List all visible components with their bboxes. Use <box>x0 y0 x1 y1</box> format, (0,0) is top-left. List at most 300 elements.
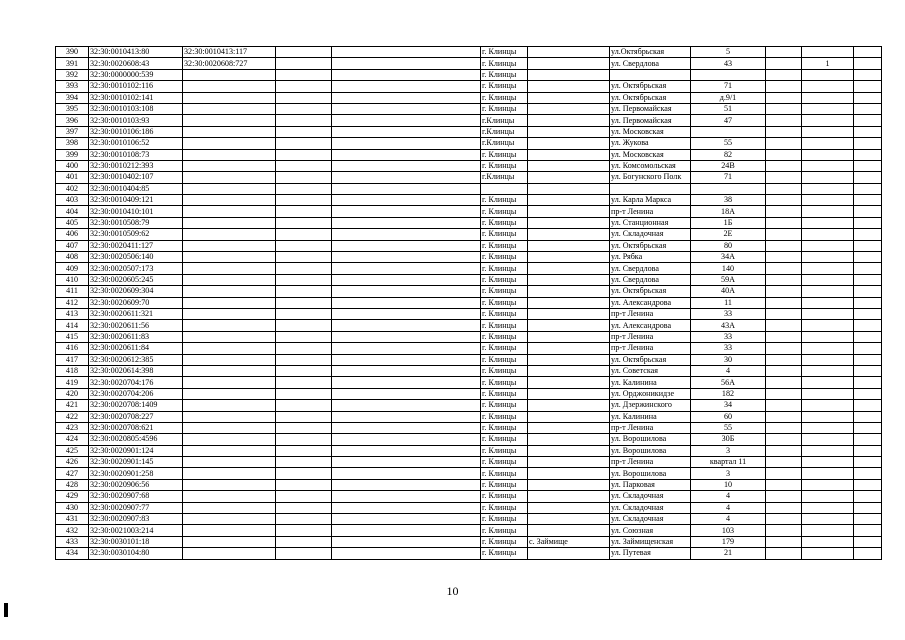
locality-cell <box>528 457 610 468</box>
related-cadastral-number-cell <box>183 502 276 513</box>
cadastral-number-cell: 32:30:0010102:141 <box>89 92 183 103</box>
related-cadastral-number-cell <box>183 400 276 411</box>
table-row <box>56 377 882 388</box>
locality-cell <box>528 422 610 433</box>
related-cadastral-number-cell <box>183 297 276 308</box>
row-number-cell: 414 <box>56 320 89 331</box>
blank-cell <box>332 217 481 228</box>
cadastral-table <box>55 46 882 560</box>
cadastral-number-cell: 32:30:0020901:145 <box>89 457 183 468</box>
row-number-cell: 431 <box>56 514 89 525</box>
house-number-cell: 3 <box>691 445 766 456</box>
blank-cell <box>766 434 802 445</box>
blank-cell <box>854 400 882 411</box>
cadastral-number-cell: 32:30:0020605:245 <box>89 274 183 285</box>
house-number-cell: 55 <box>691 138 766 149</box>
blank-cell <box>276 320 332 331</box>
street-cell: ул. Александрова <box>610 297 691 308</box>
house-number-cell: 82 <box>691 149 766 160</box>
street-cell: ул. Путевая <box>610 548 691 559</box>
blank-cell <box>854 422 882 433</box>
count-cell <box>802 457 854 468</box>
blank-cell <box>332 434 481 445</box>
blank-cell <box>276 286 332 297</box>
blank-cell <box>332 445 481 456</box>
blank-cell <box>854 525 882 536</box>
table-row <box>56 149 882 160</box>
related-cadastral-number-cell <box>183 172 276 183</box>
city-cell: г. Клинцы <box>481 308 528 319</box>
table-row <box>56 252 882 263</box>
locality-cell <box>528 172 610 183</box>
table-row <box>56 434 882 445</box>
street-cell: ул. Складочная <box>610 502 691 513</box>
related-cadastral-number-cell <box>183 286 276 297</box>
blank-cell <box>332 388 481 399</box>
blank-cell <box>276 217 332 228</box>
row-number-cell: 402 <box>56 183 89 194</box>
locality-cell <box>528 126 610 137</box>
row-number-cell: 422 <box>56 411 89 422</box>
blank-cell <box>332 468 481 479</box>
blank-cell <box>332 514 481 525</box>
blank-cell <box>854 126 882 137</box>
table-row <box>56 491 882 502</box>
blank-cell <box>332 126 481 137</box>
locality-cell <box>528 548 610 559</box>
table-row <box>56 445 882 456</box>
house-number-cell: 55 <box>691 422 766 433</box>
cadastral-number-cell: 32:30:0020805:4596 <box>89 434 183 445</box>
locality-cell <box>528 468 610 479</box>
related-cadastral-number-cell <box>183 229 276 240</box>
blank-cell <box>276 525 332 536</box>
cadastral-number-cell: 32:30:0010402:107 <box>89 172 183 183</box>
blank-cell <box>854 320 882 331</box>
row-number-cell: 420 <box>56 388 89 399</box>
cadastral-number-cell: 32:30:0020906:56 <box>89 479 183 490</box>
city-cell: г. Клинцы <box>481 229 528 240</box>
table-row <box>56 263 882 274</box>
row-number-cell: 405 <box>56 217 89 228</box>
blank-cell <box>332 229 481 240</box>
cadastral-number-cell: 32:30:0010102:116 <box>89 81 183 92</box>
blank-cell <box>854 263 882 274</box>
locality-cell <box>528 525 610 536</box>
row-number-cell: 428 <box>56 479 89 490</box>
row-number-cell: 413 <box>56 308 89 319</box>
blank-cell <box>276 58 332 69</box>
locality-cell <box>528 69 610 80</box>
blank-cell <box>276 354 332 365</box>
blank-cell <box>332 103 481 114</box>
street-cell: ул. Свердлова <box>610 58 691 69</box>
blank-cell <box>854 274 882 285</box>
street-cell: пр-т Ленина <box>610 331 691 342</box>
blank-cell <box>332 81 481 92</box>
locality-cell <box>528 115 610 126</box>
locality-cell <box>528 491 610 502</box>
blank-cell <box>276 195 332 206</box>
house-number-cell: 4 <box>691 514 766 525</box>
row-number-cell: 425 <box>56 445 89 456</box>
count-cell <box>802 422 854 433</box>
count-cell <box>802 47 854 58</box>
blank-cell <box>332 331 481 342</box>
blank-cell <box>332 240 481 251</box>
row-number-cell: 398 <box>56 138 89 149</box>
street-cell: ул. Калинина <box>610 411 691 422</box>
blank-cell <box>766 491 802 502</box>
locality-cell <box>528 514 610 525</box>
blank-cell <box>766 468 802 479</box>
count-cell <box>802 297 854 308</box>
blank-cell <box>332 172 481 183</box>
related-cadastral-number-cell <box>183 457 276 468</box>
count-cell <box>802 92 854 103</box>
blank-cell <box>766 502 802 513</box>
blank-cell <box>766 115 802 126</box>
blank-cell <box>854 92 882 103</box>
cadastral-number-cell: 32:30:0030104:80 <box>89 548 183 559</box>
street-cell: ул. Первомайская <box>610 115 691 126</box>
blank-cell <box>854 58 882 69</box>
related-cadastral-number-cell <box>183 479 276 490</box>
blank-cell <box>854 160 882 171</box>
scan-edge-mark <box>4 603 8 617</box>
blank-cell <box>332 69 481 80</box>
street-cell: ул. Октябрьская <box>610 286 691 297</box>
blank-cell <box>854 47 882 58</box>
blank-cell <box>332 457 481 468</box>
blank-cell <box>276 229 332 240</box>
related-cadastral-number-cell <box>183 320 276 331</box>
count-cell <box>802 434 854 445</box>
city-cell: г. Клинцы <box>481 388 528 399</box>
related-cadastral-number-cell <box>183 195 276 206</box>
street-cell: ул. Ворошилова <box>610 468 691 479</box>
blank-cell <box>766 525 802 536</box>
related-cadastral-number-cell <box>183 160 276 171</box>
city-cell: г. Клинцы <box>481 274 528 285</box>
cadastral-number-cell: 32:30:0020612:385 <box>89 354 183 365</box>
count-cell <box>802 160 854 171</box>
cadastral-number-cell: 32:30:0010409:121 <box>89 195 183 206</box>
city-cell: г. Клинцы <box>481 47 528 58</box>
row-number-cell: 412 <box>56 297 89 308</box>
page-number: 10 <box>446 584 459 598</box>
blank-cell <box>766 286 802 297</box>
blank-cell <box>766 58 802 69</box>
blank-cell <box>854 115 882 126</box>
blank-cell <box>766 422 802 433</box>
blank-cell <box>854 240 882 251</box>
table-row <box>56 525 882 536</box>
blank-cell <box>276 126 332 137</box>
city-cell: г. Клинцы <box>481 217 528 228</box>
house-number-cell: 10 <box>691 479 766 490</box>
blank-cell <box>854 411 882 422</box>
blank-cell <box>766 69 802 80</box>
row-number-cell: 400 <box>56 160 89 171</box>
city-cell: г. Клинцы <box>481 365 528 376</box>
related-cadastral-number-cell <box>183 525 276 536</box>
blank-cell <box>766 388 802 399</box>
count-cell <box>802 149 854 160</box>
blank-cell <box>854 172 882 183</box>
blank-cell <box>854 229 882 240</box>
blank-cell <box>854 457 882 468</box>
cadastral-number-cell: 32:30:0020708:1409 <box>89 400 183 411</box>
street-cell: пр-т Ленина <box>610 343 691 354</box>
blank-cell <box>766 240 802 251</box>
city-cell: г. Клинцы <box>481 525 528 536</box>
count-cell <box>802 377 854 388</box>
house-number-cell: 21 <box>691 548 766 559</box>
locality-cell <box>528 365 610 376</box>
table-row <box>56 548 882 559</box>
street-cell: ул.Октябрьская <box>610 47 691 58</box>
blank-cell <box>332 491 481 502</box>
table-row <box>56 195 882 206</box>
cadastral-number-cell: 32:30:0010413:80 <box>89 47 183 58</box>
blank-cell <box>332 354 481 365</box>
blank-cell <box>854 514 882 525</box>
street-cell: ул. Свердлова <box>610 274 691 285</box>
blank-cell <box>276 274 332 285</box>
cadastral-number-cell: 32:30:0020411:127 <box>89 240 183 251</box>
row-number-cell: 407 <box>56 240 89 251</box>
cadastral-number-cell: 32:30:0010509:62 <box>89 229 183 240</box>
related-cadastral-number-cell <box>183 411 276 422</box>
related-cadastral-number-cell <box>183 388 276 399</box>
street-cell <box>610 183 691 194</box>
city-cell: г. Клинцы <box>481 457 528 468</box>
city-cell: г. Клинцы <box>481 400 528 411</box>
row-number-cell: 396 <box>56 115 89 126</box>
city-cell: г. Клинцы <box>481 445 528 456</box>
street-cell: ул. Комсомольская <box>610 160 691 171</box>
table-row <box>56 172 882 183</box>
city-cell: г. Клинцы <box>481 92 528 103</box>
locality-cell <box>528 354 610 365</box>
blank-cell <box>766 377 802 388</box>
blank-cell <box>854 445 882 456</box>
blank-cell <box>276 343 332 354</box>
street-cell: ул. Складочная <box>610 491 691 502</box>
row-number-cell: 434 <box>56 548 89 559</box>
blank-cell <box>766 126 802 137</box>
locality-cell <box>528 217 610 228</box>
blank-cell <box>332 58 481 69</box>
street-cell: пр-т Ленина <box>610 308 691 319</box>
row-number-cell: 395 <box>56 103 89 114</box>
house-number-cell: 2Е <box>691 229 766 240</box>
row-number-cell: 391 <box>56 58 89 69</box>
blank-cell <box>854 149 882 160</box>
blank-cell <box>276 81 332 92</box>
cadastral-number-cell: 32:30:0021003:214 <box>89 525 183 536</box>
row-number-cell: 409 <box>56 263 89 274</box>
house-number-cell: 40А <box>691 286 766 297</box>
blank-cell <box>276 331 332 342</box>
city-cell: г. Клинцы <box>481 149 528 160</box>
city-cell: г. Клинцы <box>481 479 528 490</box>
cadastral-number-cell: 32:30:0020611:56 <box>89 320 183 331</box>
row-number-cell: 401 <box>56 172 89 183</box>
row-number-cell: 415 <box>56 331 89 342</box>
blank-cell <box>854 468 882 479</box>
city-cell <box>481 183 528 194</box>
cadastral-number-cell: 32:30:0020611:84 <box>89 343 183 354</box>
blank-cell <box>766 103 802 114</box>
related-cadastral-number-cell <box>183 274 276 285</box>
table-row <box>56 365 882 376</box>
street-cell: ул. Карла Маркса <box>610 195 691 206</box>
street-cell: ул. Октябрьская <box>610 354 691 365</box>
blank-cell <box>766 320 802 331</box>
count-cell <box>802 229 854 240</box>
blank-cell <box>276 92 332 103</box>
house-number-cell: 59А <box>691 274 766 285</box>
related-cadastral-number-cell <box>183 240 276 251</box>
blank-cell <box>854 286 882 297</box>
blank-cell <box>854 69 882 80</box>
house-number-cell: д.9/1 <box>691 92 766 103</box>
blank-cell <box>276 548 332 559</box>
locality-cell <box>528 160 610 171</box>
cadastral-number-cell: 32:30:0020506:140 <box>89 252 183 263</box>
blank-cell <box>766 172 802 183</box>
blank-cell <box>276 411 332 422</box>
blank-cell <box>332 160 481 171</box>
table-row <box>56 69 882 80</box>
house-number-cell <box>691 126 766 137</box>
count-cell <box>802 365 854 376</box>
locality-cell <box>528 297 610 308</box>
related-cadastral-number-cell <box>183 263 276 274</box>
house-number-cell: 24В <box>691 160 766 171</box>
row-number-cell: 418 <box>56 365 89 376</box>
blank-cell <box>276 502 332 513</box>
locality-cell <box>528 445 610 456</box>
cadastral-number-cell: 32:30:0010106:52 <box>89 138 183 149</box>
locality-cell <box>528 263 610 274</box>
blank-cell <box>766 149 802 160</box>
count-cell <box>802 514 854 525</box>
house-number-cell: 182 <box>691 388 766 399</box>
cadastral-number-cell: 32:30:0010106:186 <box>89 126 183 137</box>
blank-cell <box>332 536 481 547</box>
blank-cell <box>276 297 332 308</box>
blank-cell <box>276 479 332 490</box>
table-row <box>56 160 882 171</box>
count-cell <box>802 183 854 194</box>
row-number-cell: 408 <box>56 252 89 263</box>
locality-cell <box>528 343 610 354</box>
locality-cell <box>528 434 610 445</box>
locality-cell <box>528 195 610 206</box>
blank-cell <box>854 252 882 263</box>
blank-cell <box>276 365 332 376</box>
blank-cell <box>766 274 802 285</box>
house-number-cell: 80 <box>691 240 766 251</box>
related-cadastral-number-cell <box>183 343 276 354</box>
related-cadastral-number-cell <box>183 149 276 160</box>
row-number-cell: 430 <box>56 502 89 513</box>
locality-cell <box>528 206 610 217</box>
blank-cell <box>766 308 802 319</box>
cadastral-number-cell: 32:30:0020907:77 <box>89 502 183 513</box>
blank-cell <box>332 286 481 297</box>
street-cell: ул. Рябка <box>610 252 691 263</box>
blank-cell <box>332 138 481 149</box>
house-number-cell: 1Б <box>691 217 766 228</box>
row-number-cell: 429 <box>56 491 89 502</box>
related-cadastral-number-cell <box>183 445 276 456</box>
blank-cell <box>854 81 882 92</box>
table-row <box>56 138 882 149</box>
blank-cell <box>276 172 332 183</box>
street-cell: ул. Складочная <box>610 229 691 240</box>
city-cell: г. Клинцы <box>481 422 528 433</box>
street-cell: ул. Орджоникидзе <box>610 388 691 399</box>
table-row <box>56 468 882 479</box>
house-number-cell: 3 <box>691 468 766 479</box>
street-cell: ул. Александрова <box>610 320 691 331</box>
locality-cell <box>528 479 610 490</box>
locality-cell <box>528 320 610 331</box>
blank-cell <box>332 195 481 206</box>
street-cell: ул. Советская <box>610 365 691 376</box>
related-cadastral-number-cell <box>183 81 276 92</box>
locality-cell <box>528 92 610 103</box>
blank-cell <box>766 445 802 456</box>
table-row <box>56 536 882 547</box>
row-number-cell: 426 <box>56 457 89 468</box>
blank-cell <box>276 422 332 433</box>
blank-cell <box>332 502 481 513</box>
count-cell <box>802 274 854 285</box>
house-number-cell: 33 <box>691 308 766 319</box>
related-cadastral-number-cell <box>183 92 276 103</box>
cadastral-number-cell: 32:30:0020609:70 <box>89 297 183 308</box>
table-row <box>56 502 882 513</box>
city-cell: г. Клинцы <box>481 252 528 263</box>
table-row <box>56 479 882 490</box>
table-row <box>56 206 882 217</box>
blank-cell <box>276 138 332 149</box>
street-cell: ул. Дзержинского <box>610 400 691 411</box>
cadastral-number-cell: 32:30:0020507:173 <box>89 263 183 274</box>
city-cell: г. Клинцы <box>481 434 528 445</box>
blank-cell <box>276 434 332 445</box>
count-cell <box>802 172 854 183</box>
count-cell <box>802 126 854 137</box>
blank-cell <box>766 400 802 411</box>
locality-cell <box>528 308 610 319</box>
count-cell <box>802 115 854 126</box>
blank-cell <box>766 354 802 365</box>
house-number-cell: 71 <box>691 172 766 183</box>
street-cell: ул. Московская <box>610 126 691 137</box>
blank-cell <box>766 138 802 149</box>
house-number-cell: 43 <box>691 58 766 69</box>
cadastral-number-cell: 32:30:0020608:43 <box>89 58 183 69</box>
table-row <box>56 58 882 69</box>
related-cadastral-number-cell <box>183 217 276 228</box>
row-number-cell: 397 <box>56 126 89 137</box>
